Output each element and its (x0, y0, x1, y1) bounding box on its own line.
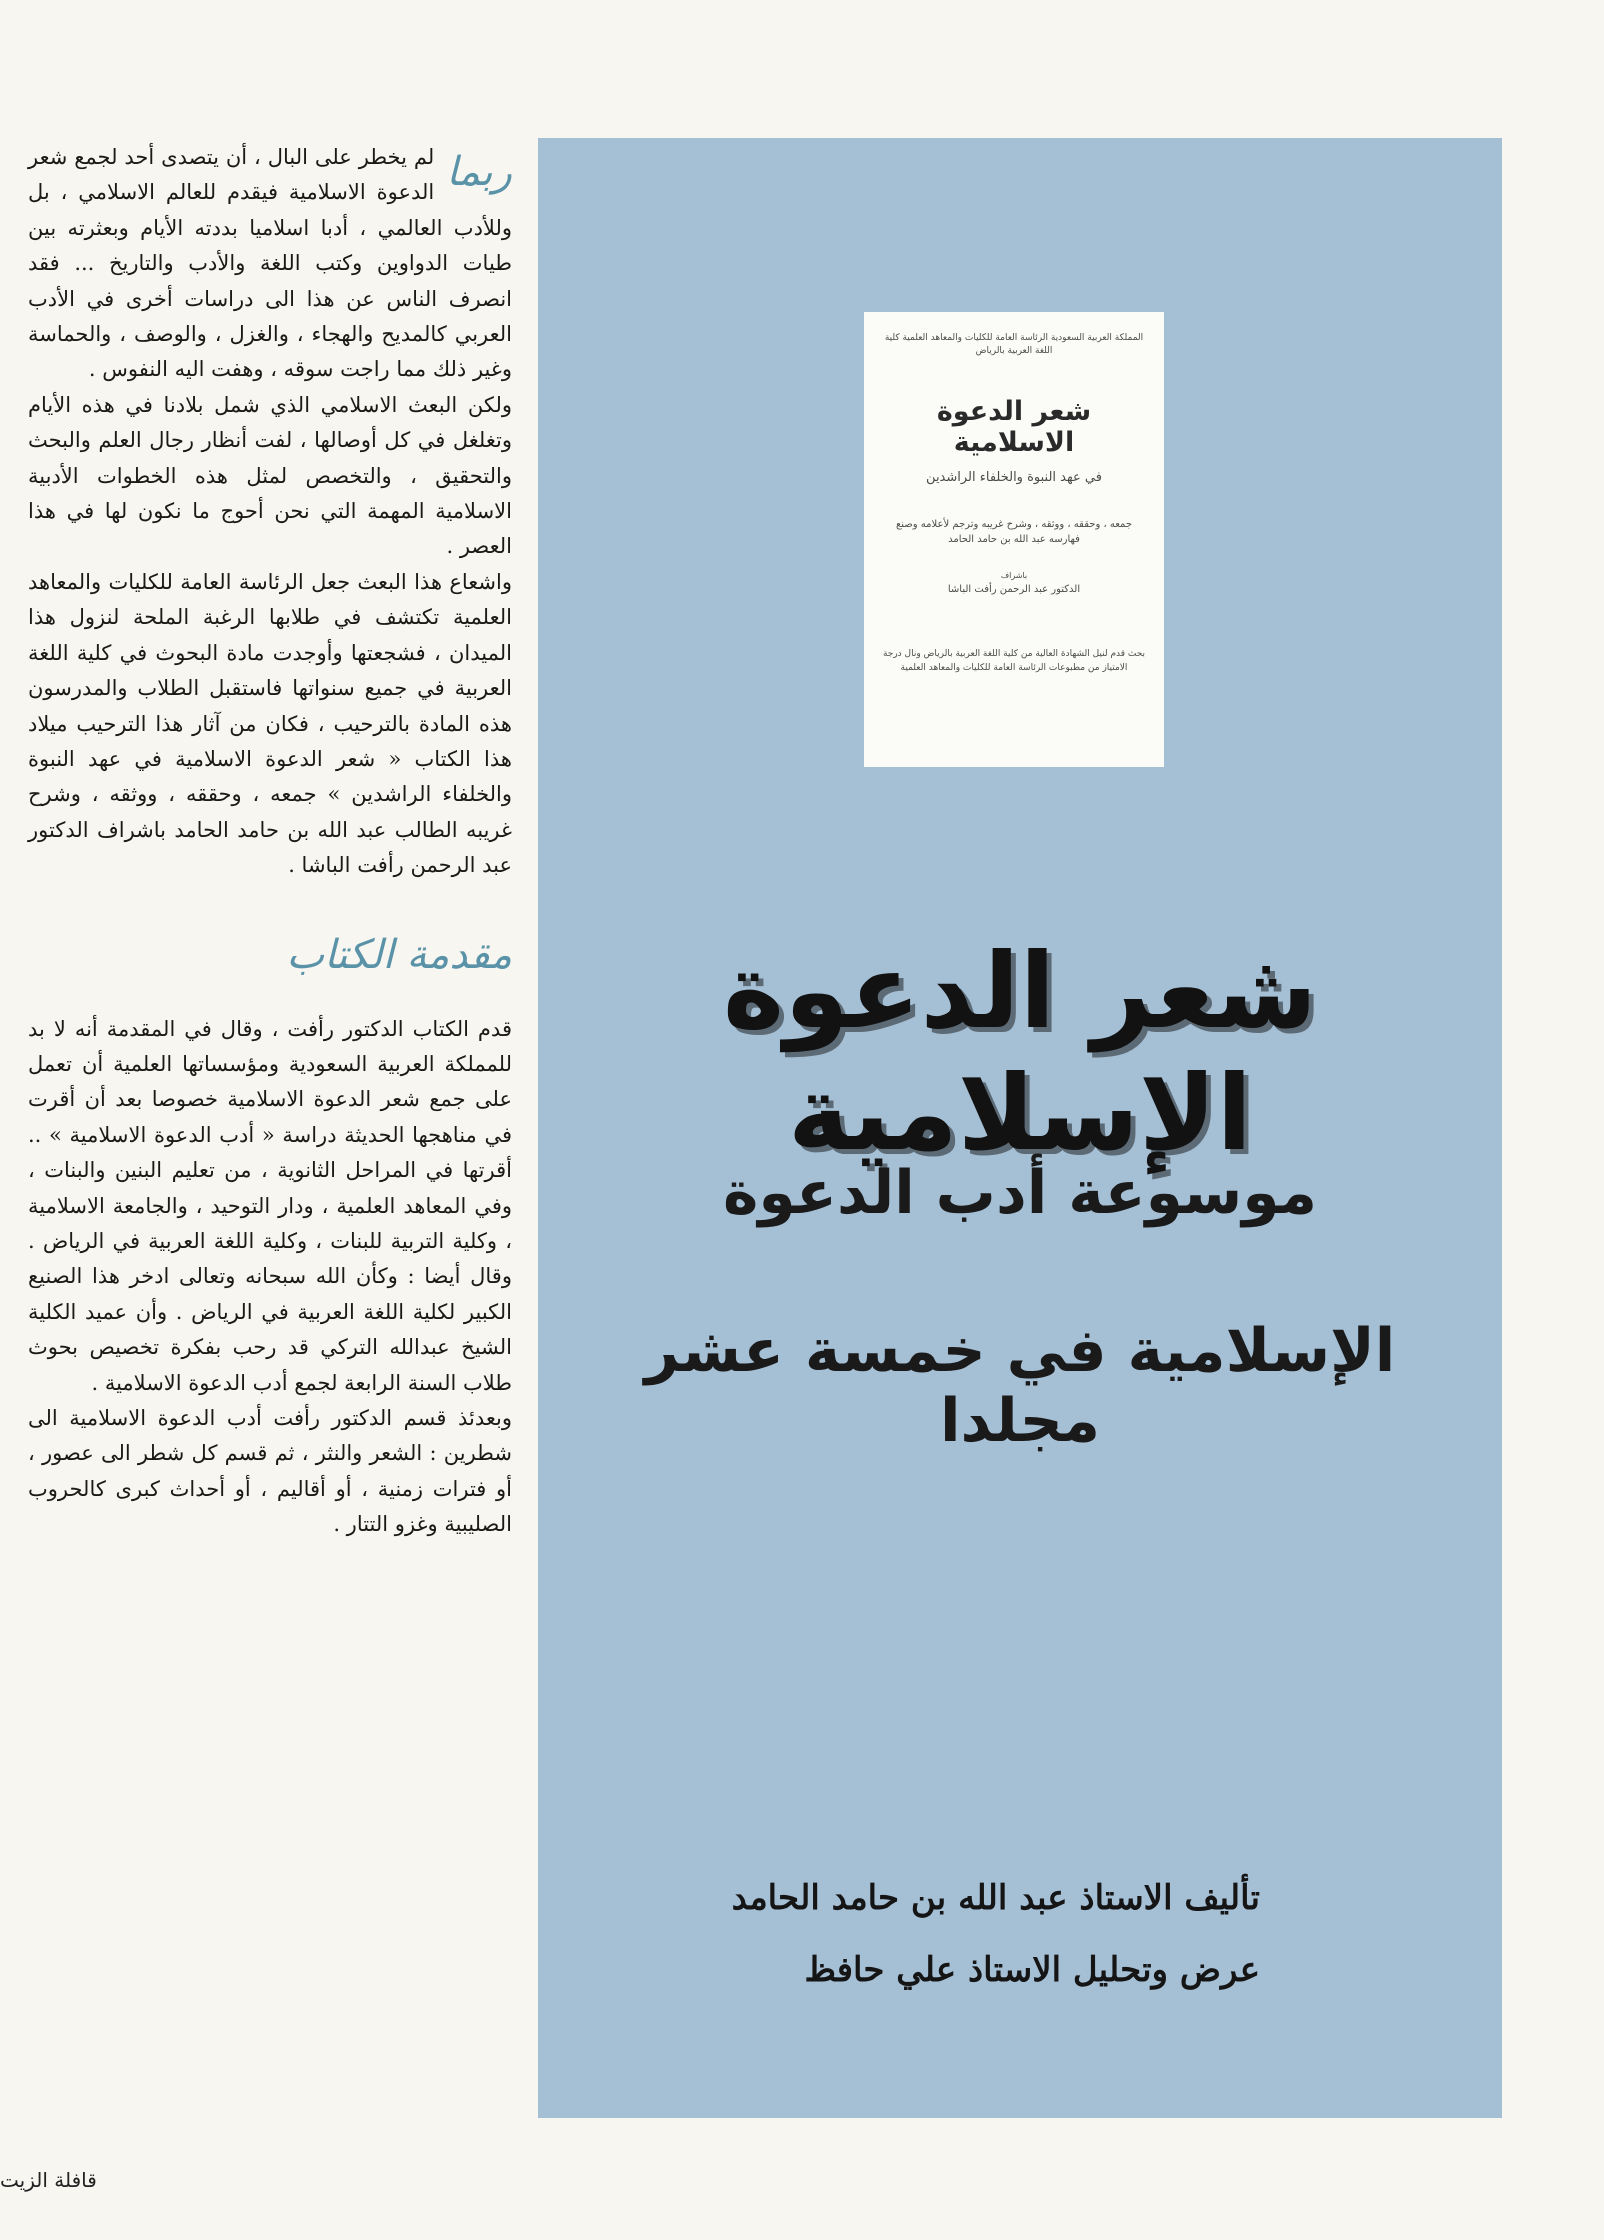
poster-subtitle-1: موسوعة أدب الدعوة (723, 1158, 1317, 1228)
first-paragraph-block (28, 140, 512, 388)
paragraph-1: لم يخطر على البال ، أن يتصدى أحد لجمع شعر الدعوة الاسلامية فيقدم للعالم الاسلامي ، بل وللأدب العالمي ، أدبا اسلاميا بددته الأيام وبعثرته بين طيات الدواوين وكتب اللغة والأدب والتاريخ ... فقد انصرف الناس عن هذا الى دراسات أخرى في الأدب العربي كالمديح والهجاء ، والغزل ، والوصف ، والحماسة وغير ذلك مما راجت سوقه ، وهفت اليه النفوس . (28, 145, 512, 382)
poster-author-credit: تأليف الاستاذ عبد الله بن حامد الحامد (731, 1878, 1260, 1918)
paragraph-2: ولكن البعث الاسلامي الذي شمل بلادنا في هذه الأيام وتغلغل في كل أوصالها ، لفت أنظار رجال العلم والبحث والتحقيق ، والتخصص لمثل هذه الخطوات الأدبية الاسلامية المهمة التي نحن أحوج ما نكون لها في هذا العصر . (28, 392, 512, 559)
poster-subtitle-2: الإسلامية في خمسة عشر مجلدا (644, 1316, 1396, 1456)
cover-title: شعر الدعوة الاسلامية (936, 396, 1092, 458)
poster-title: شعر الدعوة الإسلامية (722, 930, 1318, 1174)
cover-description: جمعه ، وحققه ، ووثقه ، وشرح غريبه وترجم لأعلامه وصنع فهارسه عبد الله بن حامد الحامد (895, 519, 1133, 545)
section-heading: مقدمة الكتاب (286, 931, 512, 978)
paragraph-3: واشعاع هذا البعث جعل الرئاسة العامة للكليات والمعاهد العلمية تكتشف في طلابها الرغبة الملحة لنزول هذا الميدان ، فشجعتها وأوجدت مادة البحوث في كلية اللغة العربية في جميع سنواتها فاستقبل الطلاب والمدرسون هذه المادة بالترحيب ، فكان من آثار هذا الترحيب ميلاد هذا الكتاب « شعر الدعوة الاسلامية في عهد النبوة والخلفاء الراشدين » جمعه ، وحققه ، ووثقه ، وشرح غريبه الطالب عبد الله بن حامد الحامد باشراف الدكتور عبد الرحمن رأفت الباشا . (28, 569, 512, 878)
cover-by-label: باشراف (1000, 571, 1028, 580)
lead-word: ربما (446, 149, 512, 195)
poster-review-credit: عرض وتحليل الاستاذ علي حافظ (804, 1950, 1260, 1990)
article-column (28, 140, 512, 1543)
cover-supervisor: الدكتور عبد الرحمن رأفت الباشا (947, 584, 1081, 595)
paragraph-4: قدم الكتاب الدكتور رأفت ، وقال في المقدمة أنه لا بد للمملكة العربية السعودية ومؤسساتها العلمية أن تعمل على جمع شعر الدعوة الاسلامية خصوصا بعد أن أقرت في مناهجها الحديثة دراسة « أدب الدعوة الاسلامية » .. أقرتها في المراحل الثانوية ، من تعليم البنين والبنات ، وفي المعاهد العلمية ، ودار التوحيد ، والجامعة الاسلامية ، وكلية التربية للبنات ، وكلية اللغة العربية في الرياض . وقال أيضا : وكأن الله سبحانه وتعالى ادخر هذا الصنيع الكبير لكلية اللغة العربية في الرياض . وأن عميد الكلية الشيخ عبدالله التركي قد رحب بفكرة تخصيص بحوث طلاب السنة الرابعة لجمع أدب الدعوة الاسلامية . (28, 1016, 512, 1395)
cover-note: بحث قدم لنيل الشهادة العالية من كلية اللغة العربية بالرياض ونال درجة الامتياز من مطبوعات الرئاسة العامة للكليات والمعاهد العلمية (882, 649, 1146, 673)
page-footer: قافلة الزيت (0, 2168, 97, 2192)
book-cover-image (864, 312, 1164, 767)
cover-subtitle: في عهد النبوة والخلفاء الراشدين (926, 470, 1102, 485)
paragraph-5: وبعدئذ قسم الدكتور رأفت أدب الدعوة الاسلامية الى شطرين : الشعر والنثر ، ثم قسم كل شطر الى عصور ، أو فترات زمنية ، أو أقاليم ، أو أحداث كبرى كالحروب الصليبية وغزو التتار . (28, 1406, 512, 1537)
cover-publisher: المملكة العربية السعودية الرئاسة العامة للكليات والمعاهد العلمية كلية اللغة العربية بالرياض (884, 333, 1144, 356)
